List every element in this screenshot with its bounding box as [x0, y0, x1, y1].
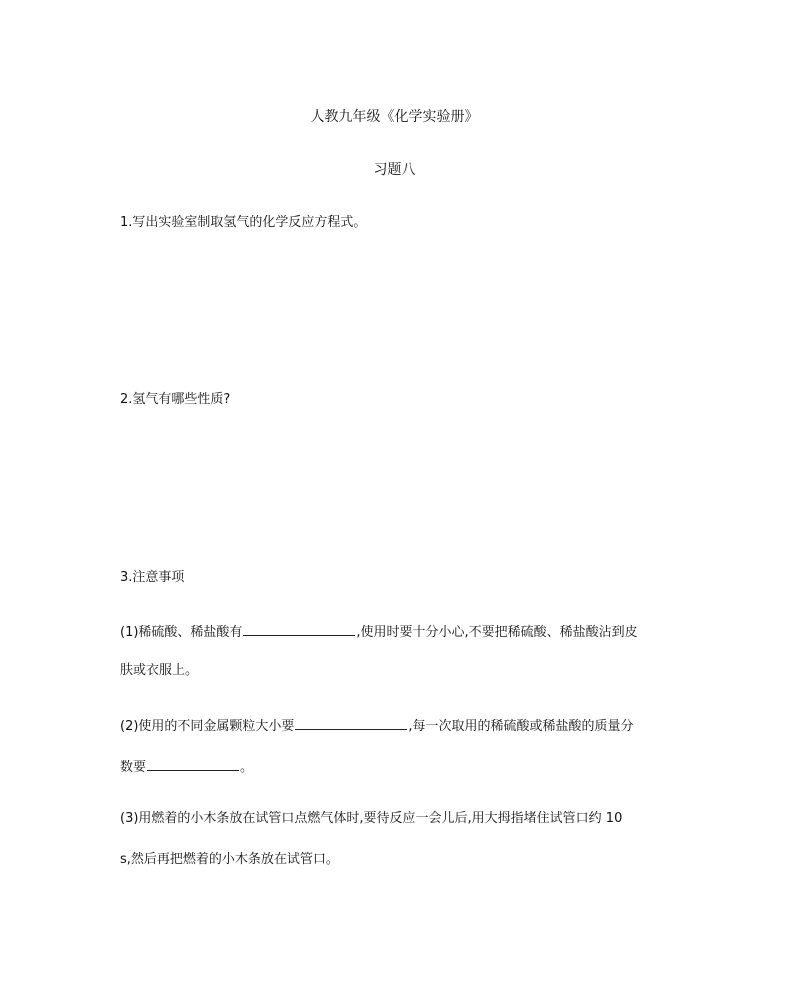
- fill-blank-3: [147, 757, 239, 771]
- question-3: 3.注意事项: [120, 570, 185, 585]
- note-item-1-text-before: (1)稀硫酸、稀盐酸有: [120, 625, 243, 640]
- question-1: 1.写出实验室制取氢气的化学反应方程式。: [120, 215, 367, 230]
- fill-blank-1: [243, 622, 355, 636]
- note-item-3-continued: s,然后再把燃着的小木条放在试管口。: [120, 852, 339, 867]
- note-item-1-text-after: ,使用时要十分小心,不要把稀硫酸、稀盐酸沾到皮: [356, 625, 638, 640]
- note-item-2-text-after: ,每一次取用的稀硫酸或稀盐酸的质量分: [408, 719, 634, 734]
- note-item-2-line2-after: 。: [240, 760, 254, 775]
- note-item-2: [120, 716, 634, 736]
- note-item-1-continued: 肤或衣服上。: [120, 663, 199, 678]
- fill-blank-2: [295, 716, 407, 730]
- note-item-3: (3)用燃着的小木条放在试管口点燃气体时,要待反应一会儿后,用大拇指堵住试管口约 10: [120, 811, 623, 826]
- document-title: 人教九年级《化学实验册》: [310, 109, 479, 125]
- note-item-1: [120, 622, 638, 642]
- exercise-heading: 习题八: [373, 162, 416, 178]
- note-item-2-continued: [120, 757, 253, 777]
- note-item-2-text-before: (2)使用的不同金属颗粒大小要: [120, 719, 295, 734]
- question-2: 2.氢气有哪些性质?: [120, 392, 231, 407]
- note-item-2-line2-before: 数要: [120, 760, 147, 775]
